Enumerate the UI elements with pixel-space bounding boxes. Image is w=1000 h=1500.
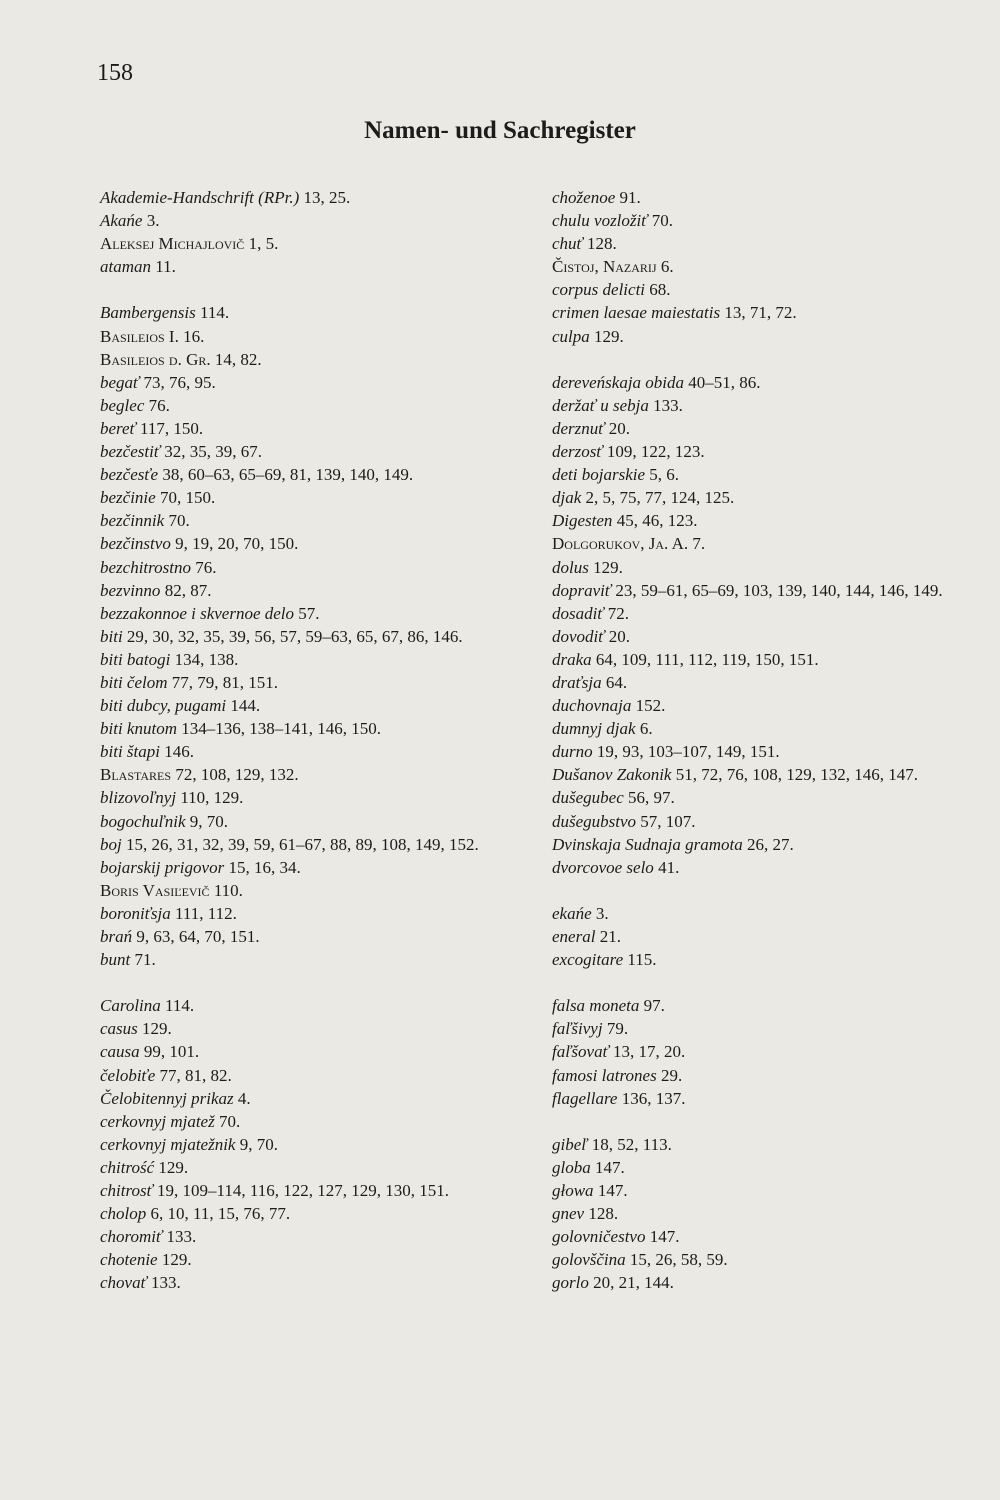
index-pages: 73, 76, 95. [143, 372, 216, 392]
index-pages: 20. [608, 626, 630, 646]
index-term: falsa moneta [552, 996, 640, 1016]
index-pages: 20. [608, 418, 630, 438]
index-pages: 64, 109, 111, 112, 119, 150, 151. [595, 649, 819, 669]
index-term: faľšovať [552, 1042, 609, 1062]
index-entry [552, 717, 972, 740]
index-pages: 147. [597, 1181, 628, 1201]
index-term: bezchitrostno [100, 557, 191, 577]
index-term: dosadiť [552, 603, 604, 623]
index-term: biti štapi [100, 742, 160, 762]
index-pages: 146. [164, 742, 194, 762]
index-term: čelobiťe [100, 1065, 156, 1085]
index-term: durno [552, 742, 593, 762]
index-pages: 19, 109–114, 116, 122, 127, 129, 130, 151. [157, 1181, 450, 1201]
index-entry [552, 833, 972, 856]
index-entry [100, 902, 540, 925]
index-column-right [552, 186, 972, 1295]
index-term: deržať u sebja [552, 395, 649, 415]
index-term: Dušanov Zakonik [552, 765, 672, 785]
index-entry [552, 856, 972, 879]
index-pages: 13, 25. [303, 188, 351, 207]
index-pages: 71. [134, 950, 156, 970]
index-pages: 97. [643, 996, 665, 1016]
group-gap [552, 348, 972, 371]
index-pages: 128. [586, 234, 617, 254]
index-column-left [100, 186, 540, 1295]
index-pages: 136, 137. [621, 1088, 686, 1108]
index-term: cerkovnyj mjatežnik [100, 1134, 236, 1154]
index-term: boroniťsja [100, 903, 171, 923]
index-pages: 72. [607, 603, 630, 623]
index-entry [552, 1064, 972, 1087]
index-term: boj [100, 834, 122, 854]
index-pages: 110, 129. [180, 788, 244, 808]
index-pages: 13, 71, 72. [724, 303, 797, 323]
index-entry [100, 856, 540, 879]
index-pages: 133. [151, 1273, 181, 1293]
index-term: derzosť [552, 442, 603, 462]
index-entry [552, 486, 972, 509]
index-entry [100, 994, 540, 1017]
index-term: choromiť [100, 1227, 163, 1247]
index-entry [100, 694, 540, 717]
group-gap [100, 278, 540, 301]
index-term: draka [552, 649, 592, 669]
index-entry [100, 532, 540, 555]
index-entry [552, 902, 972, 925]
index-term: Blastares [100, 765, 172, 785]
index-term: bezzakonnoe i skvernoe delo [100, 603, 295, 623]
index-pages: 111, 112. [174, 903, 237, 923]
index-entry [100, 602, 540, 625]
index-entry [100, 417, 540, 440]
index-entry [552, 232, 972, 255]
index-pages: 114. [199, 303, 230, 323]
index-pages: 13, 17, 20. [613, 1042, 686, 1062]
index-pages: 115. [627, 950, 657, 970]
index-term: Dolgorukov, Ja. A. [552, 534, 689, 554]
index-entry [100, 232, 540, 255]
index-entry [100, 925, 540, 948]
index-term: faľšivyj [552, 1019, 603, 1039]
index-term: bezčinie [100, 488, 156, 508]
index-pages: 7. [692, 534, 706, 554]
index-entry [100, 625, 540, 648]
index-term: excogitare [552, 950, 624, 970]
index-term: corpus delicti [552, 280, 646, 300]
index-term: dumnyj djak [552, 719, 636, 739]
index-entry [100, 186, 540, 209]
index-pages: 15, 16, 34. [228, 857, 301, 877]
index-pages: 76. [148, 395, 170, 415]
index-pages: 68. [649, 280, 671, 300]
index-term: bezčinnik [100, 511, 165, 531]
index-pages: 26, 27. [747, 834, 794, 854]
index-term: choženoe [552, 188, 616, 207]
index-pages: 15, 26, 58, 59. [629, 1250, 728, 1270]
index-entry [552, 301, 972, 324]
index-entry [100, 717, 540, 740]
index-pages: 152. [635, 696, 666, 716]
index-pages: 21. [599, 927, 621, 946]
index-pages: 133. [166, 1227, 197, 1247]
index-term: dovodiť [552, 626, 605, 646]
index-entry [552, 925, 972, 948]
index-term: Boris Vasiľevič [100, 880, 210, 900]
index-term: golovničestvo [552, 1227, 646, 1247]
index-term: blizovoľnyj [100, 788, 177, 808]
index-entry [552, 463, 972, 486]
page-title: Namen- und Sachregister [364, 117, 636, 144]
index-pages: 32, 35, 39, 67. [164, 442, 262, 462]
index-pages: 15, 26, 31, 32, 39, 59, 61–67, 88, 89, 108, 149, 152. [125, 834, 479, 854]
index-term: Bambergensis [100, 303, 196, 323]
index-pages: 29, 30, 32, 35, 39, 56, 57, 59–63, 65, 67, 86, 146. [126, 626, 463, 646]
index-entry [100, 1248, 540, 1271]
index-term: Akademie-Handschrift (RPr.) [100, 188, 300, 207]
index-entry [100, 1017, 540, 1040]
index-term: chovať [100, 1273, 147, 1293]
index-pages: 147. [649, 1227, 680, 1247]
index-entry [552, 1017, 972, 1040]
index-pages: 3. [595, 903, 609, 923]
index-entry [552, 1248, 972, 1271]
index-term: chuť [552, 234, 583, 254]
index-entry [552, 417, 972, 440]
index-pages: 114. [165, 996, 195, 1016]
index-entry [552, 625, 972, 648]
index-pages: 3. [146, 211, 160, 231]
index-term: dereveńskaja obida [552, 372, 685, 392]
index-term: Čelobitennyj prikaz [100, 1088, 234, 1108]
index-pages: 64. [605, 672, 628, 692]
index-pages: 129. [161, 1250, 192, 1270]
index-term: famosi latrones [552, 1065, 657, 1085]
index-pages: 76. [195, 557, 217, 577]
index-pages: 14, 82. [214, 349, 262, 369]
group-gap [100, 971, 540, 994]
index-entry [552, 255, 972, 278]
index-term: dopraviť [552, 580, 612, 600]
index-pages: 56, 97. [628, 788, 675, 808]
index-pages: 20, 21, 144. [593, 1273, 674, 1293]
index-term: ekańe [552, 903, 592, 923]
index-term: biti [100, 626, 123, 646]
index-pages: 147. [594, 1157, 625, 1177]
index-entry [100, 833, 540, 856]
index-pages: 109, 122, 123. [606, 442, 705, 462]
index-term: biti batogi [100, 649, 171, 669]
index-entry [552, 1179, 972, 1202]
index-entry [100, 671, 540, 694]
index-entry [100, 1040, 540, 1063]
index-pages: 9, 19, 20, 70, 150. [175, 534, 299, 554]
index-pages: 134–136, 138–141, 146, 150. [181, 719, 381, 739]
index-entry [552, 371, 972, 394]
index-term: bunt [100, 950, 131, 970]
index-pages: 129. [142, 1019, 172, 1039]
index-term: golovščina [552, 1250, 626, 1270]
index-pages: 11. [155, 257, 176, 277]
index-term: Dvinskaja Sudnaja gramota [552, 834, 743, 854]
index-term: dolus [552, 557, 589, 577]
index-entry [552, 786, 972, 809]
index-pages: 57, 107. [640, 811, 696, 831]
index-entry [552, 1087, 972, 1110]
index-pages: 9, 63, 64, 70, 151. [136, 927, 260, 946]
index-term: bereť [100, 418, 136, 438]
index-pages: 117, 150. [140, 418, 204, 438]
index-term: derznuť [552, 418, 605, 438]
index-term: bogochuľnik [100, 811, 186, 831]
index-entry [100, 1156, 540, 1179]
index-pages: 19, 93, 103–107, 149, 151. [596, 742, 780, 762]
index-pages: 82, 87. [164, 580, 212, 600]
index-pages: 23, 59–61, 65–69, 103, 139, 140, 144, 146, 149. [615, 580, 943, 600]
index-term: eneral [552, 927, 596, 946]
index-term: Digesten [552, 511, 613, 531]
index-entry [552, 1133, 972, 1156]
index-term: Carolina [100, 996, 161, 1016]
index-term: cerkovnyj mjatež [100, 1111, 215, 1131]
index-term: chitrosť [100, 1181, 153, 1201]
index-entry [100, 486, 540, 509]
index-term: casus [100, 1019, 138, 1039]
index-entry [552, 694, 972, 717]
index-term: Aleksej Michajlovič [100, 234, 245, 254]
index-pages: 128. [588, 1204, 619, 1224]
index-term: chitrość [100, 1157, 155, 1177]
index-term: dušegubstvo [552, 811, 637, 831]
index-entry [100, 1179, 540, 1202]
index-term: gorlo [552, 1273, 589, 1293]
index-term: dušegubec [552, 788, 624, 808]
index-pages: 110. [213, 880, 243, 900]
index-pages: 129. [158, 1157, 189, 1177]
index-entry [100, 348, 540, 371]
index-term: brań [100, 927, 133, 946]
index-pages: 41. [658, 857, 680, 877]
index-term: chulu vozložiť [552, 211, 648, 231]
index-entry [100, 1087, 540, 1110]
index-entry [552, 278, 972, 301]
index-entry [100, 1110, 540, 1133]
index-term: draťsja [552, 672, 602, 692]
index-term: cholop [100, 1204, 147, 1224]
index-entry [552, 579, 972, 602]
index-pages: 70. [651, 211, 673, 231]
index-term: biti čelom [100, 672, 168, 692]
index-entry [100, 948, 540, 971]
index-pages: 129. [593, 557, 623, 577]
index-entry [100, 1133, 540, 1156]
index-entry [552, 1225, 972, 1248]
index-pages: 16. [183, 326, 205, 346]
index-term: begať [100, 372, 140, 392]
index-entry [100, 1202, 540, 1225]
index-term: biti knutom [100, 719, 177, 739]
index-entry [100, 509, 540, 532]
index-term: Basileios d. Gr. [100, 349, 211, 369]
index-entry [552, 1040, 972, 1063]
index-pages: 6. [660, 257, 674, 277]
index-entry [100, 740, 540, 763]
index-term: culpa [552, 326, 590, 346]
index-pages: 18, 52, 113. [591, 1134, 672, 1154]
index-pages: 144. [230, 696, 261, 716]
index-entry [552, 532, 972, 555]
index-pages: 29. [660, 1065, 683, 1085]
index-entry [552, 602, 972, 625]
index-term: bezčesťe [100, 465, 159, 485]
index-term: chotenie [100, 1250, 158, 1270]
index-entry [552, 994, 972, 1017]
index-entry [552, 948, 972, 971]
index-entry [100, 879, 540, 902]
index-term: beglec [100, 395, 145, 415]
index-entry [552, 671, 972, 694]
index-pages: 129. [594, 326, 624, 346]
index-pages: 51, 72, 76, 108, 129, 132, 146, 147. [675, 765, 918, 785]
index-pages: 9, 70. [239, 1134, 278, 1154]
index-pages: 70, 150. [159, 488, 216, 508]
index-pages: 134, 138. [174, 649, 239, 669]
index-entry [552, 509, 972, 532]
index-term: gnev [552, 1204, 585, 1224]
index-entry [552, 648, 972, 671]
index-term: deti bojarskie [552, 465, 646, 485]
group-gap [552, 971, 972, 994]
index-term: duchovnaja [552, 696, 632, 716]
index-entry [100, 1225, 540, 1248]
index-entry [552, 740, 972, 763]
index-pages: 77, 81, 82. [159, 1065, 232, 1085]
index-entry [100, 301, 540, 324]
index-entry [552, 325, 972, 348]
index-term: globa [552, 1157, 591, 1177]
index-term: djak [552, 488, 582, 508]
index-pages: 91. [619, 188, 641, 207]
index-term: Basileios I. [100, 326, 179, 346]
index-entry [100, 1271, 540, 1294]
index-pages: 72, 108, 129, 132. [175, 765, 299, 785]
page-number: 158 [97, 60, 133, 86]
index-pages: 79. [606, 1019, 629, 1039]
index-pages: 99, 101. [143, 1042, 200, 1062]
index-entry [100, 556, 540, 579]
index-entry [552, 810, 972, 833]
index-pages: 1, 5. [248, 234, 279, 254]
index-entry [100, 255, 540, 278]
index-entry [100, 810, 540, 833]
index-entry [552, 186, 972, 209]
index-pages: 57. [298, 603, 320, 623]
index-entry [552, 1156, 972, 1179]
index-term: bezčinstvo [100, 534, 171, 554]
index-term: bezčestiť [100, 442, 160, 462]
index-term: bojarskij prigovor [100, 857, 225, 877]
index-pages: 40–51, 86. [688, 372, 761, 392]
index-pages: 70. [168, 511, 190, 531]
index-entry [100, 763, 540, 786]
index-entry [100, 648, 540, 671]
group-gap [552, 879, 972, 902]
index-pages: 9, 70. [189, 811, 228, 831]
index-entry [552, 440, 972, 463]
index-term: causa [100, 1042, 140, 1062]
index-term: dvorcovoe selo [552, 857, 654, 877]
index-term: flagellare [552, 1088, 618, 1108]
index-pages: 38, 60–63, 65–69, 81, 139, 140, 149. [162, 465, 414, 485]
index-term: biti dubcy, pugami [100, 696, 227, 716]
index-pages: 6. [639, 719, 653, 739]
index-entry [552, 1202, 972, 1225]
index-term: crimen laesae maiestatis [552, 303, 721, 323]
index-entry [552, 763, 972, 786]
index-entry [100, 440, 540, 463]
index-entry [100, 371, 540, 394]
index-entry [100, 209, 540, 232]
index-term: Akańe [100, 211, 143, 231]
index-pages: 2, 5, 75, 77, 124, 125. [585, 488, 735, 508]
index-pages: 133. [653, 395, 683, 415]
index-entry [552, 1271, 972, 1294]
index-entry [100, 579, 540, 602]
index-pages: 77, 79, 81, 151. [171, 672, 279, 692]
index-entry [100, 1064, 540, 1087]
index-entry [552, 209, 972, 232]
index-pages: 6, 10, 11, 15, 76, 77. [150, 1204, 291, 1224]
index-term: Čistoj, Nazarij [552, 257, 657, 277]
index-entry [552, 394, 972, 417]
index-term: bezvinno [100, 580, 161, 600]
index-entry [100, 394, 540, 417]
index-term: gibeľ [552, 1134, 588, 1154]
index-entry [100, 463, 540, 486]
index-pages: 5, 6. [649, 465, 680, 485]
index-entry [100, 325, 540, 348]
index-term: głowa [552, 1181, 594, 1201]
index-term: ataman [100, 257, 151, 277]
group-gap [552, 1110, 972, 1133]
index-entry [100, 786, 540, 809]
index-pages: 4. [237, 1088, 251, 1108]
index-pages: 45, 46, 123. [616, 511, 698, 531]
index-entry [552, 556, 972, 579]
index-pages: 70. [218, 1111, 241, 1131]
